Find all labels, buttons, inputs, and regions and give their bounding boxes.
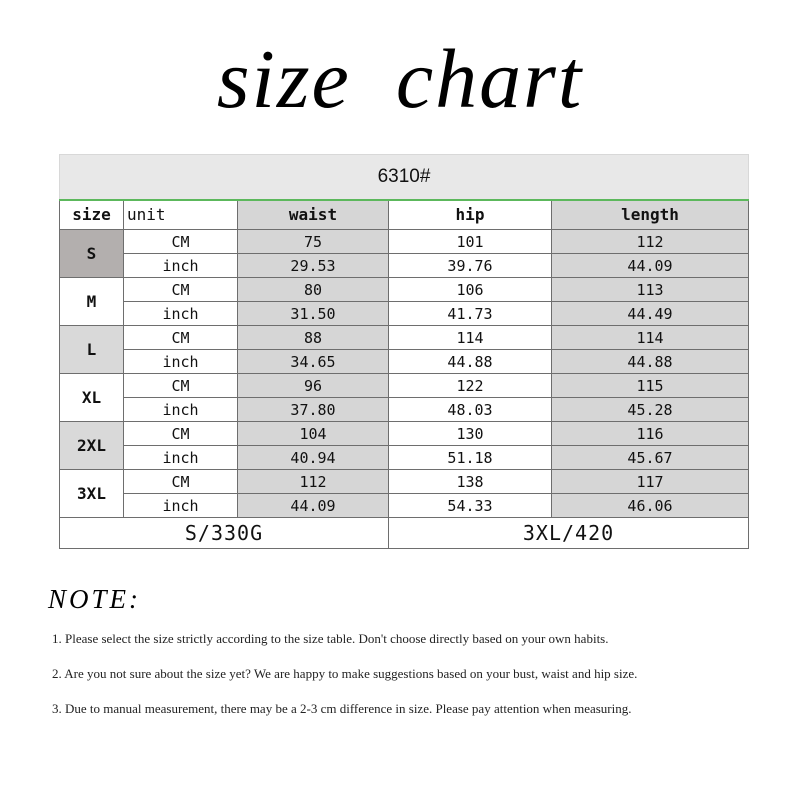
waist-value: 104 <box>238 422 389 446</box>
waist-value: 31.50 <box>238 302 389 326</box>
unit-cm: CM <box>124 326 238 350</box>
length-value: 116 <box>552 422 749 446</box>
size-label: 2XL <box>60 422 124 470</box>
header-waist: waist <box>238 200 389 230</box>
waist-value: 80 <box>238 278 389 302</box>
unit-inch: inch <box>124 254 238 278</box>
unit-cm: CM <box>124 278 238 302</box>
unit-inch: inch <box>124 398 238 422</box>
waist-value: 112 <box>238 470 389 494</box>
hip-value: 41.73 <box>389 302 552 326</box>
note-item: 2. Are you not sure about the size yet? We are happy to make suggestions based on your bust, waist and hip size. <box>52 666 638 681</box>
length-value: 115 <box>552 374 749 398</box>
unit-cm: CM <box>124 470 238 494</box>
length-value: 45.67 <box>552 446 749 470</box>
hip-value: 101 <box>389 230 552 254</box>
weight-small: S/330G <box>60 518 389 549</box>
length-value: 44.88 <box>552 350 749 374</box>
unit-inch: inch <box>124 302 238 326</box>
length-value: 44.09 <box>552 254 749 278</box>
waist-value: 44.09 <box>238 494 389 518</box>
waist-value: 75 <box>238 230 389 254</box>
product-code: 6310# <box>60 155 749 201</box>
length-value: 117 <box>552 470 749 494</box>
page-title: size chart <box>216 33 584 126</box>
hip-value: 44.88 <box>389 350 552 374</box>
waist-value: 34.65 <box>238 350 389 374</box>
hip-value: 51.18 <box>389 446 552 470</box>
unit-cm: CM <box>124 230 238 254</box>
size-label: M <box>60 278 124 326</box>
size-label: S <box>60 230 124 278</box>
header-length: length <box>552 200 749 230</box>
hip-value: 106 <box>389 278 552 302</box>
waist-value: 37.80 <box>238 398 389 422</box>
header-hip: hip <box>389 200 552 230</box>
waist-value: 40.94 <box>238 446 389 470</box>
hip-value: 130 <box>389 422 552 446</box>
hip-value: 39.76 <box>389 254 552 278</box>
note-item: 3. Due to manual measurement, there may be a 2-3 cm difference in size. Please pay attention when measuring. <box>52 701 632 716</box>
hip-value: 138 <box>389 470 552 494</box>
waist-value: 29.53 <box>238 254 389 278</box>
note-list <box>52 630 792 735</box>
weight-large: 3XL/420 <box>389 518 749 549</box>
unit-cm: CM <box>124 374 238 398</box>
header-size: size <box>60 200 124 230</box>
unit-cm: CM <box>124 422 238 446</box>
length-value: 112 <box>552 230 749 254</box>
hip-value: 122 <box>389 374 552 398</box>
hip-value: 114 <box>389 326 552 350</box>
hip-value: 54.33 <box>389 494 552 518</box>
size-label: 3XL <box>60 470 124 518</box>
header-unit: unit <box>124 200 238 230</box>
unit-inch: inch <box>124 494 238 518</box>
length-value: 46.06 <box>552 494 749 518</box>
waist-value: 88 <box>238 326 389 350</box>
size-table <box>59 154 748 549</box>
unit-inch: inch <box>124 350 238 374</box>
unit-inch: inch <box>124 446 238 470</box>
note-heading: NOTE: <box>48 584 142 614</box>
size-label: XL <box>60 374 124 422</box>
hip-value: 48.03 <box>389 398 552 422</box>
length-value: 113 <box>552 278 749 302</box>
size-label: L <box>60 326 124 374</box>
length-value: 44.49 <box>552 302 749 326</box>
length-value: 114 <box>552 326 749 350</box>
note-item: 1. Please select the size strictly according to the size table. Don't choose directly based on your own habits. <box>52 631 609 646</box>
length-value: 45.28 <box>552 398 749 422</box>
waist-value: 96 <box>238 374 389 398</box>
